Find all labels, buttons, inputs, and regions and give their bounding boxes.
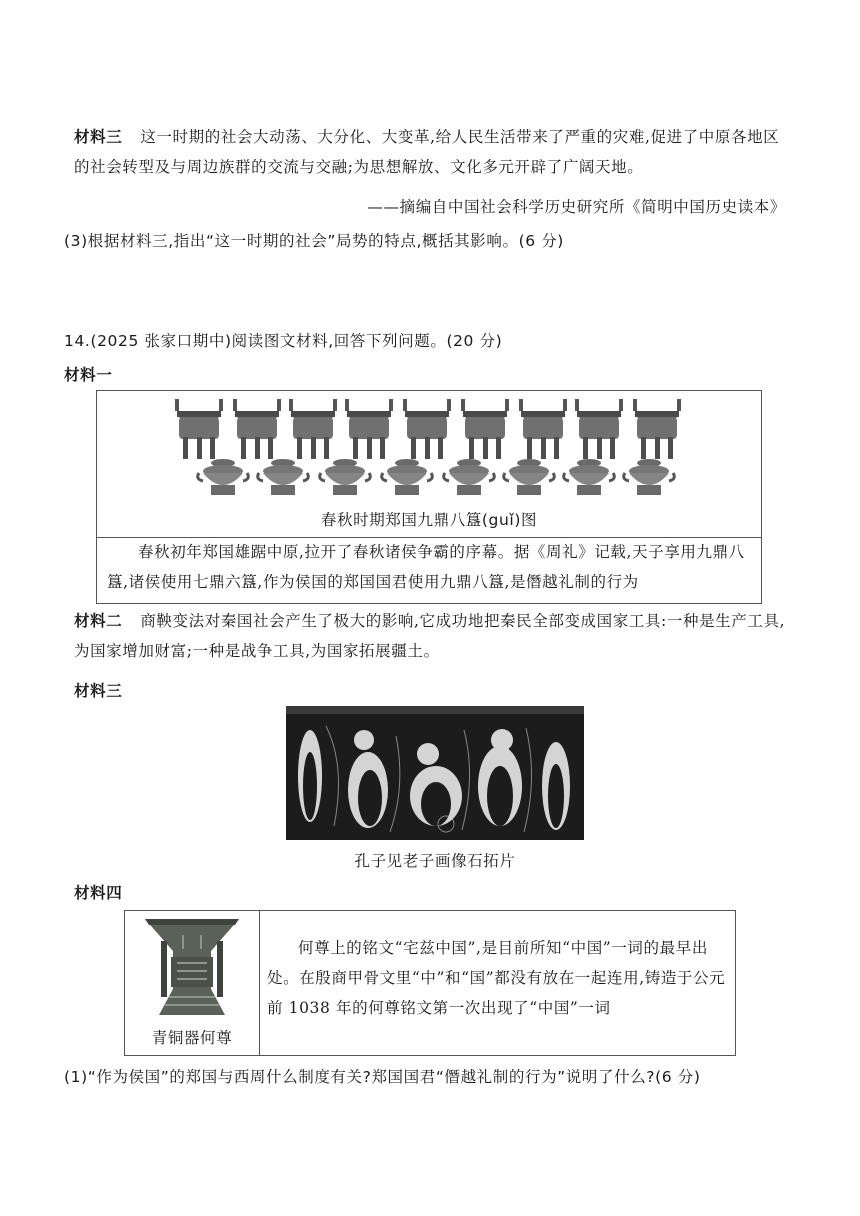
material3-label: 材料三: [74, 682, 123, 700]
material2-label: 材料二: [74, 612, 123, 630]
material1-label: 材料一: [64, 366, 113, 384]
material3-caption: 孔子见老子画像石拓片: [354, 852, 516, 870]
question-1: (1)“作为侯国”的郑国与西周什么制度有关?郑国国君“僭越礼制的行为”说明了什么?(6 分): [64, 1068, 701, 1086]
question-14-header: 14.(2025 张家口期中)阅读图文材料,回答下列问题。(20 分): [64, 332, 503, 350]
material4-label: 材料四: [74, 884, 123, 902]
material2-paragraph: [74, 606, 790, 666]
material1-table: [96, 390, 762, 604]
gui-row: [198, 459, 675, 495]
material3-top-paragraph: [74, 122, 790, 182]
material4-text: 何尊上的铭文“宅兹中国”,是目前所知“中国”一词的最早出处。在殷商甲骨文里“中”和“国”都没有放在一起连用,铸造于公元前 1038 年的何尊铭文第一次出现了“中国”一词: [267, 939, 726, 1017]
material4-table: [124, 910, 736, 1056]
material4-image-caption: 青铜器何尊: [151, 1029, 233, 1047]
ding-row: [175, 399, 681, 459]
material1-text: 春秋初年郑国雄踞中原,拉开了春秋诸侯争霸的序幕。据《周礼》记载,天子享用九鼎八簋,诸侯使用七鼎六簋,作为侯国的郑国国君使用九鼎八簋,是僭越礼制的行为: [107, 543, 745, 591]
material3-top-source: ——摘编自中国社会科学历史研究所《简明中国历史读本》: [367, 198, 786, 216]
material2-text: 商鞅变法对秦国社会产生了极大的影响,它成功地把秦民全部变成国家工具:一种是生产工具,为国家增加财富;一种是战争工具,为国家拓展疆土。: [74, 612, 786, 660]
material3-top-text: 这一时期的社会大动荡、大分化、大变革,给人民生活带来了严重的灾难,促进了中原各地区的社会转型及与周边族群的交流与交融;为思想解放、文化多元开辟了广阔天地。: [74, 128, 780, 176]
material1-caption: 春秋时期郑国九鼎八簋(guǐ)图: [320, 511, 538, 529]
ding-gui-image-cell: [97, 391, 761, 538]
material3-top-label: 材料三: [74, 128, 123, 146]
question-3: (3)根据材料三,指出“这一时期的社会”局势的特点,概括其影响。(6 分): [64, 232, 564, 250]
ding-gui-illustration: [97, 391, 761, 503]
he-zun-image-cell: [125, 911, 260, 1055]
confucius-laozi-rubbing-image: [286, 706, 584, 840]
he-zun-vessel-image: [125, 911, 259, 1023]
